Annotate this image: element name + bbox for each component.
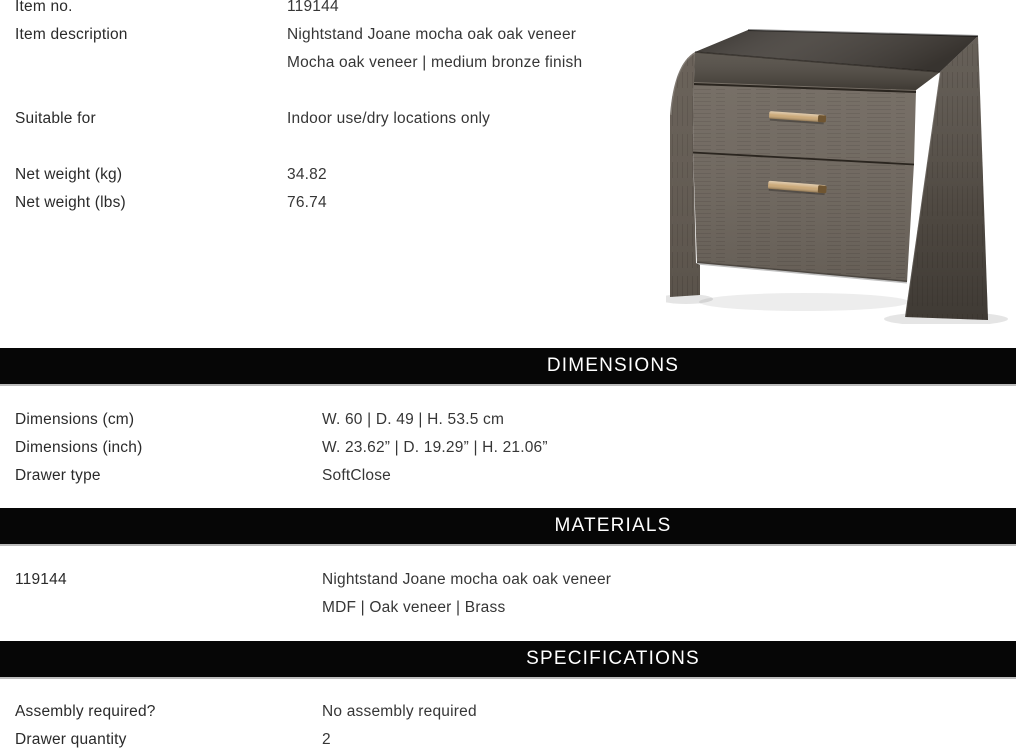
section-title: DIMENSIONS: [546, 355, 680, 376]
row-material-composition: [0, 594, 1016, 622]
row-assembly-required: [0, 698, 1016, 726]
spec-label: Suitable for: [15, 110, 96, 127]
section-title: MATERIALS: [554, 515, 672, 536]
row-dimensions-inch: [0, 434, 1016, 462]
spec-value: 76.74: [287, 194, 327, 211]
spec-label: Assembly required?: [15, 703, 156, 720]
spec-label: [15, 594, 322, 622]
spec-value: 2: [322, 731, 331, 748]
spec-value: Nightstand Joane mocha oak oak veneer: [287, 26, 577, 43]
spec-value: W. 23.62” | D. 19.29” | H. 21.06”: [322, 439, 548, 456]
spec-label: Drawer quantity: [15, 731, 127, 748]
spec-value: Nightstand Joane mocha oak oak veneer: [322, 571, 612, 588]
spec-value: MDF | Oak veneer | Brass: [322, 599, 506, 616]
spec-label: Drawer type: [15, 467, 101, 484]
section-banner-materials: [0, 508, 1016, 546]
spec-value: 119144: [287, 0, 339, 15]
spec-label: Net weight (lbs): [15, 194, 126, 211]
spec-label: Dimensions (inch): [15, 439, 143, 456]
nightstand-product-photo: [666, 20, 1014, 324]
row-item-no: [0, 0, 1016, 21]
row-material-item: [0, 566, 1016, 594]
dimensions-section: [0, 406, 1016, 490]
spec-label: Item no.: [15, 0, 73, 15]
spec-value: SoftClose: [322, 467, 391, 484]
section-banner-specifications: [0, 641, 1016, 679]
materials-section: [0, 566, 1016, 622]
section-title: SPECIFICATIONS: [526, 648, 700, 669]
spec-value: Mocha oak veneer | medium bronze finish: [287, 54, 583, 71]
spec-value: W. 60 | D. 49 | H. 53.5 cm: [322, 411, 505, 428]
nightstand-front-face: [693, 52, 940, 282]
spec-value: 34.82: [287, 166, 327, 183]
specifications-section: [0, 698, 1016, 754]
spec-label: Net weight (kg): [15, 166, 123, 183]
spec-label: 119144: [15, 571, 67, 588]
row-dimensions-cm: [0, 406, 1016, 434]
spec-label: Item description: [15, 26, 128, 43]
spec-label: Dimensions (cm): [15, 411, 135, 428]
section-banner-dimensions: [0, 348, 1016, 386]
spec-value: No assembly required: [322, 703, 477, 720]
spec-value: Indoor use/dry locations only: [287, 110, 491, 127]
row-drawer-type: [0, 462, 1016, 490]
spec-label: [15, 49, 287, 77]
